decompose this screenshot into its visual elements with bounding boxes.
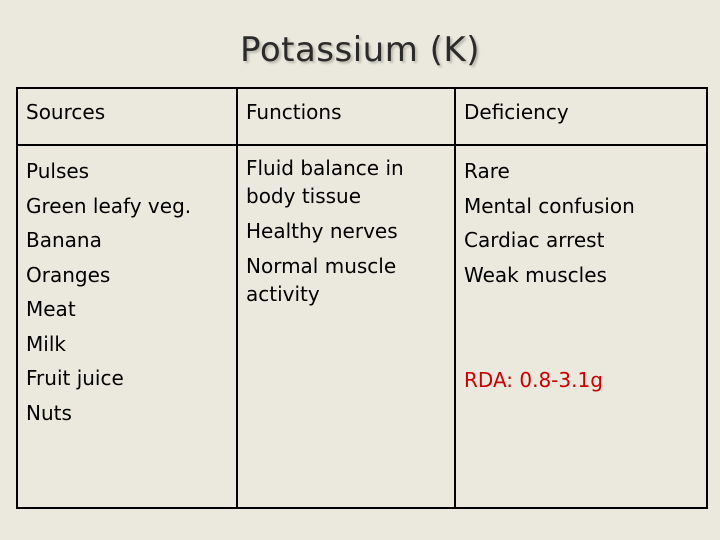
nutrient-table — [16, 87, 708, 509]
header-functions: Functions — [237, 88, 455, 145]
source-item: Nuts — [26, 400, 72, 425]
deficiency-item: Rare — [464, 159, 510, 183]
deficiency-item: Cardiac arrest — [464, 228, 605, 252]
header-deficiency: Deficiency — [455, 88, 707, 145]
source-item: Oranges — [26, 262, 111, 287]
source-item: Milk — [26, 331, 66, 356]
source-item: Green leafy veg. — [26, 193, 192, 218]
source-item: Pulses — [26, 159, 90, 183]
deficiency-cell — [455, 145, 707, 508]
sources-cell — [17, 145, 237, 508]
deficiency-item: Mental confusion — [464, 193, 635, 218]
function-item: Healthy nerves — [246, 219, 398, 243]
function-item: Normal muscle activity — [246, 254, 397, 306]
deficiency-item: Weak muscles — [464, 262, 607, 287]
slide-title: Potassium (K) — [240, 30, 480, 70]
function-item: Fluid balance in body tissue — [246, 156, 404, 208]
table-body-row — [17, 145, 707, 508]
rda-value: RDA: 0.8-3.1g — [464, 368, 603, 392]
source-item: Meat — [26, 297, 76, 321]
source-item: Banana — [26, 228, 102, 252]
header-sources: Sources — [17, 88, 237, 145]
table-header-row — [17, 88, 707, 145]
functions-cell — [237, 145, 455, 508]
source-item: Fruit juice — [26, 366, 124, 390]
